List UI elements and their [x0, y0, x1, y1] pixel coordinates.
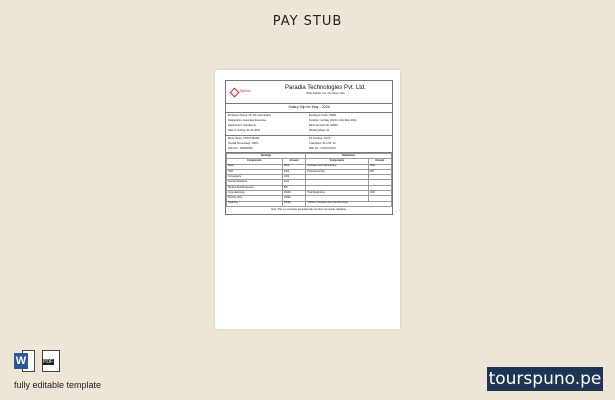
employee-info	[226, 113, 392, 136]
pay-slip	[225, 80, 393, 215]
slip-footer: Note: This is a computer generated slip and does not require signature.	[271, 207, 347, 211]
cell: Total Deductions	[306, 191, 368, 196]
caption: fully editable template	[14, 380, 102, 390]
cell: Professional Tax	[306, 169, 368, 174]
info-cell: Bank Name: XXXXX BANK	[228, 137, 260, 141]
info-cell: Duration: 1st May 2024 to 31st May 2024	[309, 119, 357, 123]
info-cell: Total Days: 31 LOP: 31	[309, 142, 336, 146]
cell: Net Pay (Rs.)	[227, 196, 283, 201]
table-row	[227, 201, 392, 206]
earnings-deductions-table	[226, 153, 392, 207]
logo-text: Sphinx	[240, 89, 251, 94]
format-icons	[14, 350, 60, 372]
cell: 200	[368, 169, 391, 174]
company-address: Office Address Line, City Name, India	[306, 92, 345, 95]
cell: 1700	[368, 191, 391, 196]
cell: 1500	[368, 164, 391, 169]
cell: Total Pay	[227, 201, 283, 206]
info-cell: Working Days: 31	[309, 129, 330, 133]
bank-info	[226, 136, 392, 153]
company-logo	[226, 81, 259, 103]
info-cell: Overall Percentage: 100%	[228, 142, 259, 146]
cell: Provident Fund (Employee)	[306, 164, 368, 169]
column-header: Components	[306, 159, 368, 164]
info-cell: UAN No.: 100000000	[228, 147, 253, 151]
company-name: Paradia Technologies Pvt. Ltd.	[285, 85, 366, 91]
cell: Thirteen Thousand Five Hundred Only	[306, 201, 392, 206]
cell: Special Allowance	[227, 180, 283, 185]
word-icon: W	[14, 350, 36, 372]
cell: 1100	[282, 180, 305, 185]
cell: 8000	[282, 164, 305, 169]
slip-title: Salary Slip for May - 2024	[226, 104, 392, 113]
info-cell: Employee Name: Mr. Rex Hernandez	[228, 114, 271, 118]
pdf-icon	[42, 350, 60, 372]
cell: 4000	[282, 169, 305, 174]
cell: 500	[282, 185, 305, 190]
cell: Gross Earnings	[227, 191, 283, 196]
cell: Basic	[227, 164, 283, 169]
cell: 1600	[282, 175, 305, 180]
info-cell: PF Number: XXXX	[309, 137, 331, 141]
logo-icon	[230, 87, 240, 97]
info-cell: PAN No.: XXXXXXXXX	[309, 147, 336, 151]
info-cell: Bank Account No: 00000	[309, 124, 338, 128]
pay-stub-preview[interactable]	[215, 70, 400, 329]
column-header: Amount	[368, 159, 391, 164]
info-cell: Designation: Associate Executive	[228, 119, 267, 123]
slip-header	[226, 81, 392, 104]
cell: 13500	[282, 201, 305, 206]
column-header: Components	[227, 159, 283, 164]
earnings-header: Earnings	[227, 153, 306, 158]
page-title: PAY STUB	[272, 14, 343, 29]
deductions-header: Deductions	[306, 153, 392, 158]
info-cell: Employee Code: 79000	[309, 114, 337, 118]
company-block	[259, 81, 392, 103]
column-header: Amount	[282, 159, 305, 164]
info-cell: Date of Joining: 01-01-2022	[228, 129, 261, 133]
brand-badge[interactable]: tourspuno.pe	[488, 369, 602, 389]
cell: Medical Reimbursement	[227, 185, 283, 190]
info-cell: Department: Operations	[228, 124, 256, 128]
cell: HRA	[227, 169, 283, 174]
cell: 13500	[282, 196, 305, 201]
cell: 15200	[282, 191, 305, 196]
pdf-label: PDF	[43, 359, 53, 365]
cell: Conveyance	[227, 175, 283, 180]
